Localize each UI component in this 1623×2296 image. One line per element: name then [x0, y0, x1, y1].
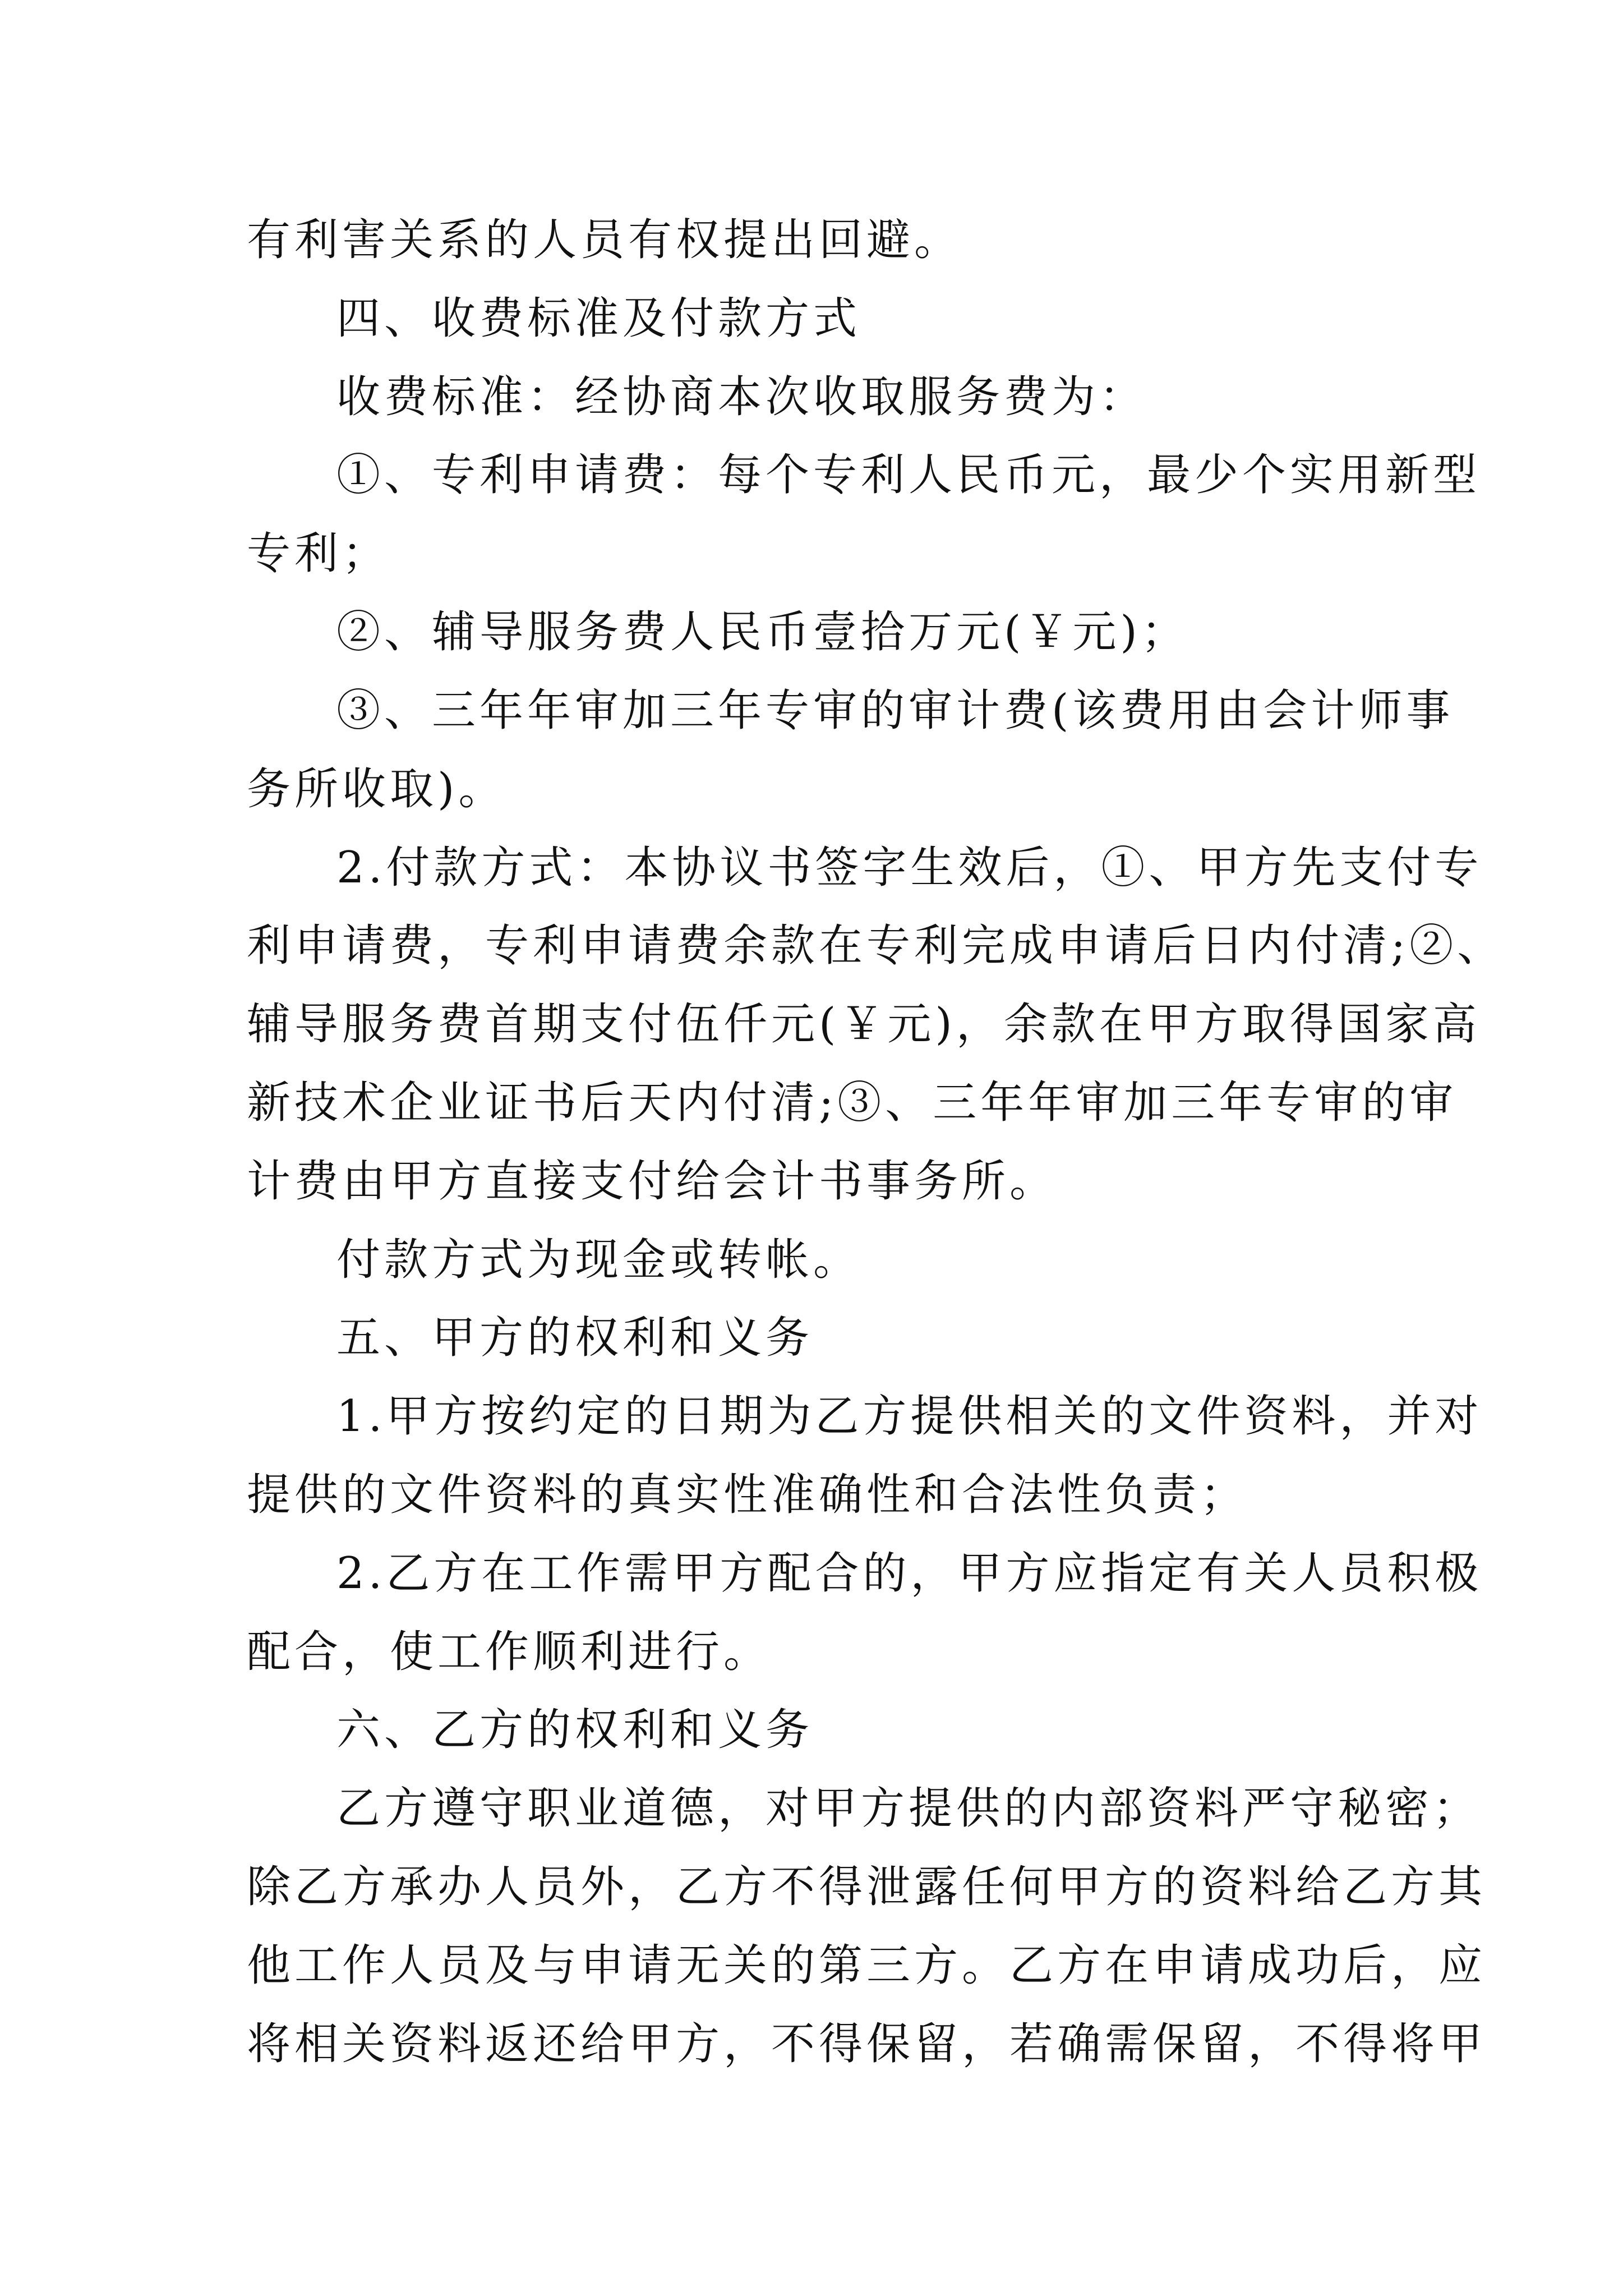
section-heading: 五、甲方的权利和义务 — [336, 1313, 814, 1363]
paragraph-line: 收费标准：经协商本次收取服务费为： — [336, 372, 1147, 422]
paragraph-line: 将相关资料返还给甲方，不得保留，若确需保留，不得将甲 — [247, 2019, 1487, 2069]
section-heading: 六、乙方的权利和义务 — [336, 1705, 814, 1755]
paragraph-line: 有利害关系的人员有权提出回避。 — [247, 215, 962, 265]
paragraph-line: 提供的文件资料的真实性准确性和合法性负责； — [247, 1470, 1248, 1520]
paragraph-line: 他工作人员及与申请无关的第三方。乙方在申请成功后，应 — [247, 1940, 1487, 1991]
paragraph-line: 配合，使工作顺利进行。 — [247, 1627, 772, 1677]
paragraph-line: 务所收取)。 — [247, 764, 506, 815]
paragraph-line: 新技术企业证书后天内付清;③、三年年审加三年专审的审 — [247, 1078, 1458, 1128]
paragraph-line: ②、辅导服务费人民币壹拾万元(￥元)； — [336, 607, 1189, 657]
paragraph-line: 利申请费，专利申请费余款在专利完成申请后日内付清;②、 — [247, 921, 1505, 971]
paragraph-line: ①、专利申请费：每个专利人民币元，最少个实用新型 — [336, 450, 1481, 500]
paragraph-line: 2.付款方式：本协议书签字生效后，①、甲方先支付专 — [336, 843, 1483, 893]
paragraph-line: 乙方遵守职业道德，对甲方提供的内部资料严守秘密； — [336, 1783, 1481, 1834]
paragraph-line: 除乙方承办人员外，乙方不得泄露任何甲方的资料给乙方其 — [247, 1862, 1487, 1912]
paragraph-line: ③、三年年审加三年专审的审计费(该费用由会计师事 — [336, 685, 1454, 736]
paragraph-line: 专利； — [247, 528, 390, 579]
section-heading: 四、收费标准及付款方式 — [336, 293, 861, 344]
paragraph-line: 1.甲方按约定的日期为乙方提供相关的文件资料，并对 — [336, 1391, 1483, 1442]
paragraph-line: 辅导服务费首期支付伍仟元(￥元)，余款在甲方取得国家高 — [247, 999, 1481, 1050]
paragraph-line: 计费由甲方直接支付给会计书事务所。 — [247, 1156, 1058, 1207]
paragraph-line: 2.乙方在工作需甲方配合的，甲方应指定有关人员积极 — [336, 1548, 1483, 1599]
paragraph-line: 付款方式为现金或转帐。 — [336, 1235, 861, 1285]
